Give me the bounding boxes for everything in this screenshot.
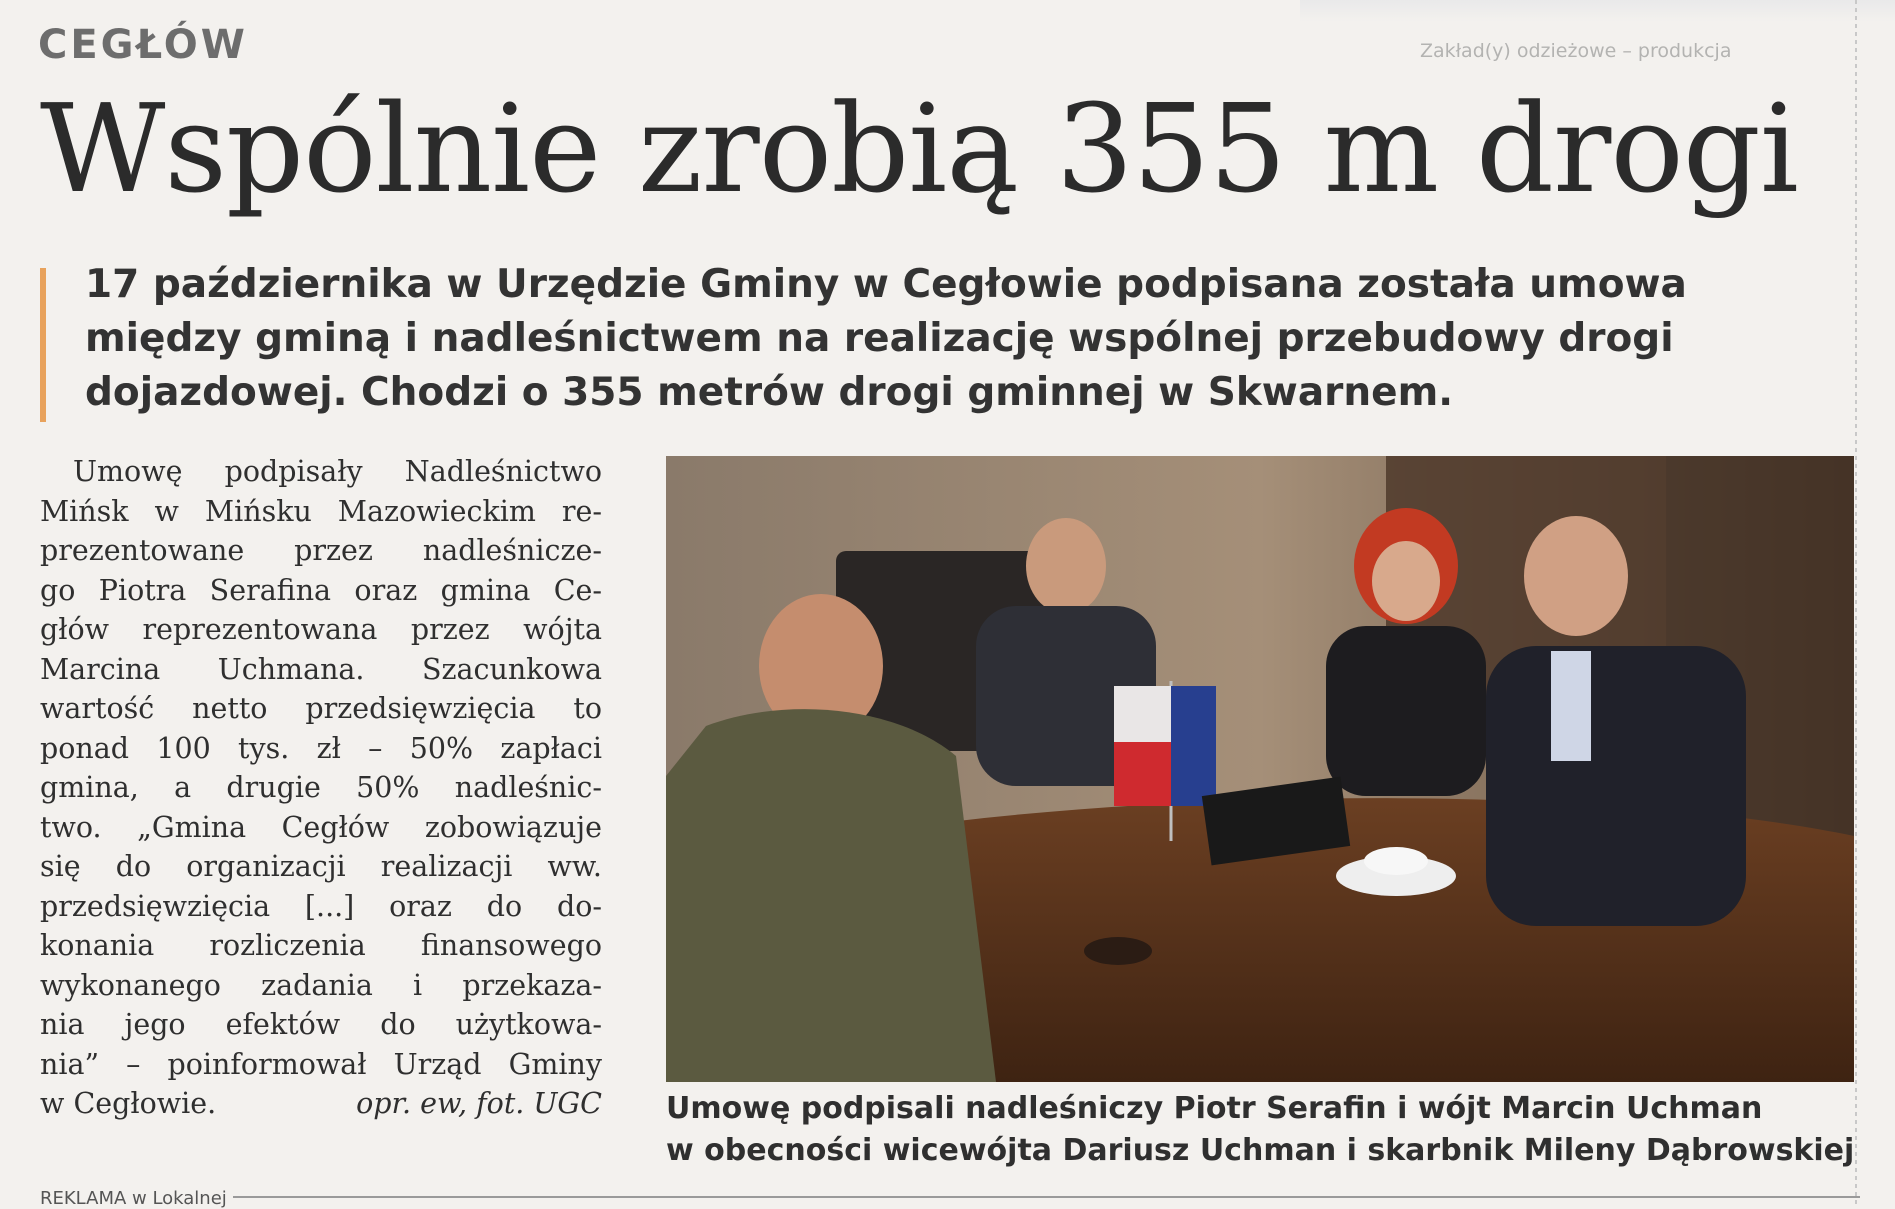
body-line: przedsięwzięcia [...] oraz do do-	[40, 889, 602, 923]
body-line: Marcina Uchmana. Szacunkowa	[40, 652, 602, 686]
body-line: two. „Gmina Cegłów zobowiązuje	[40, 810, 602, 844]
meeting-photo-illustration	[666, 456, 1854, 1082]
body-line: nia” – poinformował Urząd Gminy	[40, 1047, 602, 1081]
column-divider	[1855, 0, 1857, 1208]
body-line: Umowę podpisały Nadleśnictwo	[73, 455, 602, 488]
footer-text: REKLAMA w Lokalnej	[40, 1188, 233, 1209]
adjacent-column-text: Zakład(y) odzieżowe – produkcja	[1420, 40, 1732, 62]
body-line: gmina, a drugie 50% nadleśnic-	[40, 771, 602, 804]
caption-line: w obecności wicewójta Dariusz Uchman i skarbnik Mileny Dąbrowskiej	[666, 1133, 1855, 1168]
body-line: nia jego efektów do użytkowa-	[40, 1008, 602, 1041]
body-line: w Cegłowie.	[40, 1087, 217, 1120]
body-line: się do organizacji realizacji ww.	[40, 850, 602, 883]
lead-paragraph	[85, 258, 1825, 420]
footer-rule	[40, 1196, 1860, 1198]
lead-accent-bar	[40, 268, 46, 422]
body-line: wykonanego zadania i przekaza-	[40, 968, 602, 1002]
body-line: go Piotra Serafina oraz gmina Ce-	[40, 573, 602, 607]
body-line: prezentowane przez nadleśnicze-	[40, 534, 602, 567]
body-line: głów reprezentowana przez wójta	[40, 613, 602, 646]
lead-line: dojazdowej. Chodzi o 355 metrów drogi gminnej w Skwarnem.	[85, 370, 1454, 415]
body-line: konania rozliczenia finansowego	[40, 929, 602, 962]
section-label: CEGŁÓW	[38, 22, 248, 68]
photo-credit: opr. ew, fot. UGC	[356, 1087, 602, 1120]
lead-line: między gminą i nadleśnictwem na realizację wspólnej przebudowy drogi	[85, 316, 1674, 361]
caption-line: Umowę podpisali nadleśniczy Piotr Serafin i wójt Marcin Uchman	[666, 1091, 1763, 1126]
photo-caption	[666, 1088, 1866, 1172]
adjacent-column-header	[1300, 0, 1895, 22]
article-photo	[666, 456, 1854, 1082]
body-last-line	[40, 1084, 602, 1124]
article-body	[40, 452, 602, 1124]
body-line: ponad 100 tys. zł – 50% zapłaci	[40, 731, 602, 765]
headline: Wspólnie zrobią 355 m drogi	[40, 78, 1798, 220]
body-line: wartość netto przedsięwzięcia to	[40, 692, 602, 725]
body-line: Mińsk w Mińsku Mazowieckim re-	[40, 494, 602, 528]
lead-line: 17 października w Urzędzie Gminy w Cegłowie podpisana została umowa	[85, 262, 1687, 307]
